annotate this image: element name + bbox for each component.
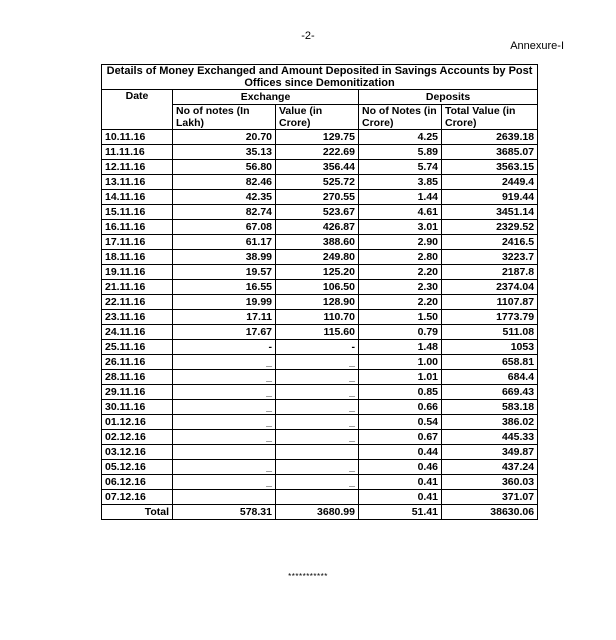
row-exchange-notes bbox=[173, 490, 276, 505]
table-title: Details of Money Exchanged and Amount Deposited in Savings Accounts by Post Offices since Demonitization bbox=[102, 65, 538, 90]
row-deposit-notes: 2.80 bbox=[359, 250, 442, 265]
footer-stars: *********** bbox=[288, 572, 328, 581]
total-deposit-notes: 51.41 bbox=[359, 505, 442, 520]
row-deposit-value: 2416.5 bbox=[442, 235, 538, 250]
row-exchange-value: 426.87 bbox=[276, 220, 359, 235]
table-row bbox=[102, 280, 538, 295]
table-row bbox=[102, 325, 538, 340]
row-deposit-value: 658.81 bbox=[442, 355, 538, 370]
page-number: -2- bbox=[301, 30, 315, 42]
row-deposit-notes: 4.61 bbox=[359, 205, 442, 220]
row-exchange-value: _ bbox=[276, 415, 359, 430]
total-deposit-value: 38630.06 bbox=[442, 505, 538, 520]
row-date: 12.11.16 bbox=[102, 160, 173, 175]
total-exchange-value: 3680.99 bbox=[276, 505, 359, 520]
total-label: Total bbox=[102, 505, 173, 520]
row-exchange-notes: 42.35 bbox=[173, 190, 276, 205]
row-exchange-value: 106.50 bbox=[276, 280, 359, 295]
row-date: 10.11.16 bbox=[102, 130, 173, 145]
row-exchange-notes bbox=[173, 445, 276, 460]
row-deposit-value: 3563.15 bbox=[442, 160, 538, 175]
row-exchange-value: 125.20 bbox=[276, 265, 359, 280]
row-deposit-value: 2187.8 bbox=[442, 265, 538, 280]
row-deposit-value: 360.03 bbox=[442, 475, 538, 490]
row-date: 24.11.16 bbox=[102, 325, 173, 340]
row-exchange-value: 356.44 bbox=[276, 160, 359, 175]
row-date: 18.11.16 bbox=[102, 250, 173, 265]
table-row bbox=[102, 220, 538, 235]
row-deposit-value: 3685.07 bbox=[442, 145, 538, 160]
row-deposit-notes: 2.30 bbox=[359, 280, 442, 295]
row-deposit-value: 445.33 bbox=[442, 430, 538, 445]
row-exchange-notes: 38.99 bbox=[173, 250, 276, 265]
row-deposit-value: 349.87 bbox=[442, 445, 538, 460]
row-exchange-notes: 19.99 bbox=[173, 295, 276, 310]
row-deposit-notes: 1.48 bbox=[359, 340, 442, 355]
row-exchange-notes: _ bbox=[173, 370, 276, 385]
row-exchange-value bbox=[276, 445, 359, 460]
row-exchange-value: 523.67 bbox=[276, 205, 359, 220]
table-row bbox=[102, 310, 538, 325]
row-deposit-value: 669.43 bbox=[442, 385, 538, 400]
table-row bbox=[102, 160, 538, 175]
table-row bbox=[102, 415, 538, 430]
table-row bbox=[102, 460, 538, 475]
row-deposit-notes: 0.85 bbox=[359, 385, 442, 400]
row-deposit-notes: 5.89 bbox=[359, 145, 442, 160]
row-date: 28.11.16 bbox=[102, 370, 173, 385]
table-row bbox=[102, 145, 538, 160]
row-exchange-notes: _ bbox=[173, 400, 276, 415]
row-deposit-notes: 0.67 bbox=[359, 430, 442, 445]
row-deposit-notes: 5.74 bbox=[359, 160, 442, 175]
row-date: 19.11.16 bbox=[102, 265, 173, 280]
row-deposit-notes: 1.50 bbox=[359, 310, 442, 325]
row-exchange-value: 110.70 bbox=[276, 310, 359, 325]
row-exchange-value: - bbox=[276, 340, 359, 355]
row-date: 05.12.16 bbox=[102, 460, 173, 475]
row-exchange-notes: 20.70 bbox=[173, 130, 276, 145]
row-date: 22.11.16 bbox=[102, 295, 173, 310]
row-deposit-notes: 0.79 bbox=[359, 325, 442, 340]
exchange-group-header: Exchange bbox=[173, 90, 359, 105]
row-date: 03.12.16 bbox=[102, 445, 173, 460]
row-deposit-notes: 2.90 bbox=[359, 235, 442, 250]
row-deposit-value: 2374.04 bbox=[442, 280, 538, 295]
table-row bbox=[102, 400, 538, 415]
row-exchange-notes: _ bbox=[173, 415, 276, 430]
row-deposit-value: 1053 bbox=[442, 340, 538, 355]
row-date: 29.11.16 bbox=[102, 385, 173, 400]
row-date: 21.11.16 bbox=[102, 280, 173, 295]
row-deposit-notes: 1.01 bbox=[359, 370, 442, 385]
row-exchange-notes: _ bbox=[173, 385, 276, 400]
row-date: 02.12.16 bbox=[102, 430, 173, 445]
row-exchange-notes: _ bbox=[173, 430, 276, 445]
row-deposit-notes: 4.25 bbox=[359, 130, 442, 145]
row-exchange-notes: 61.17 bbox=[173, 235, 276, 250]
row-deposit-notes: 0.41 bbox=[359, 490, 442, 505]
notes-lakh-column-header: No of notes (In Lakh) bbox=[173, 105, 276, 130]
row-date: 26.11.16 bbox=[102, 355, 173, 370]
row-deposit-value: 511.08 bbox=[442, 325, 538, 340]
row-date: 13.11.16 bbox=[102, 175, 173, 190]
row-date: 01.12.16 bbox=[102, 415, 173, 430]
table-row bbox=[102, 250, 538, 265]
table-row bbox=[102, 475, 538, 490]
row-exchange-notes: _ bbox=[173, 475, 276, 490]
row-exchange-notes: 19.57 bbox=[173, 265, 276, 280]
row-deposit-value: 3451.14 bbox=[442, 205, 538, 220]
table-row bbox=[102, 190, 538, 205]
table-row bbox=[102, 235, 538, 250]
table-row bbox=[102, 445, 538, 460]
table-row bbox=[102, 430, 538, 445]
row-date: 06.12.16 bbox=[102, 475, 173, 490]
row-deposit-notes: 0.54 bbox=[359, 415, 442, 430]
total-row bbox=[102, 505, 538, 520]
table-row bbox=[102, 130, 538, 145]
row-deposit-notes: 0.66 bbox=[359, 400, 442, 415]
row-exchange-notes: 82.74 bbox=[173, 205, 276, 220]
row-deposit-notes: 0.46 bbox=[359, 460, 442, 475]
deposits-group-header: Deposits bbox=[359, 90, 538, 105]
notes-crore-column-header: No of Notes (in Crore) bbox=[359, 105, 442, 130]
row-exchange-value: _ bbox=[276, 430, 359, 445]
row-exchange-value: _ bbox=[276, 460, 359, 475]
row-deposit-notes: 0.41 bbox=[359, 475, 442, 490]
row-exchange-value: 222.69 bbox=[276, 145, 359, 160]
total-value-column-header: Total Value (in Crore) bbox=[442, 105, 538, 130]
row-deposit-notes: 0.44 bbox=[359, 445, 442, 460]
row-exchange-notes: 17.11 bbox=[173, 310, 276, 325]
row-exchange-value: 128.90 bbox=[276, 295, 359, 310]
table-body bbox=[102, 130, 538, 505]
value-crore-column-header: Value (in Crore) bbox=[276, 105, 359, 130]
row-date: 15.11.16 bbox=[102, 205, 173, 220]
row-exchange-notes: 35.13 bbox=[173, 145, 276, 160]
table-row bbox=[102, 265, 538, 280]
row-exchange-notes: _ bbox=[173, 355, 276, 370]
table-row bbox=[102, 490, 538, 505]
row-exchange-value: 270.55 bbox=[276, 190, 359, 205]
row-deposit-notes: 1.44 bbox=[359, 190, 442, 205]
row-date: 23.11.16 bbox=[102, 310, 173, 325]
row-exchange-value: 115.60 bbox=[276, 325, 359, 340]
row-deposit-value: 684.4 bbox=[442, 370, 538, 385]
row-deposit-value: 919.44 bbox=[442, 190, 538, 205]
row-exchange-notes: 16.55 bbox=[173, 280, 276, 295]
row-date: 07.12.16 bbox=[102, 490, 173, 505]
row-date: 25.11.16 bbox=[102, 340, 173, 355]
row-exchange-notes: _ bbox=[173, 460, 276, 475]
row-deposit-value: 371.07 bbox=[442, 490, 538, 505]
row-deposit-notes: 3.01 bbox=[359, 220, 442, 235]
row-date: 16.11.16 bbox=[102, 220, 173, 235]
table-row bbox=[102, 385, 538, 400]
row-date: 30.11.16 bbox=[102, 400, 173, 415]
table-row bbox=[102, 340, 538, 355]
row-exchange-value: _ bbox=[276, 385, 359, 400]
row-exchange-value: _ bbox=[276, 355, 359, 370]
row-exchange-value: 388.60 bbox=[276, 235, 359, 250]
annexure-label: Annexure-I bbox=[510, 40, 564, 52]
row-deposit-notes: 3.85 bbox=[359, 175, 442, 190]
table-row bbox=[102, 175, 538, 190]
row-deposit-value: 2329.52 bbox=[442, 220, 538, 235]
table-row bbox=[102, 205, 538, 220]
row-exchange-notes: 82.46 bbox=[173, 175, 276, 190]
row-deposit-notes: 1.00 bbox=[359, 355, 442, 370]
row-deposit-value: 2639.18 bbox=[442, 130, 538, 145]
row-deposit-notes: 2.20 bbox=[359, 265, 442, 280]
row-exchange-value: _ bbox=[276, 400, 359, 415]
exchange-deposit-table bbox=[101, 64, 538, 520]
row-exchange-notes: 67.08 bbox=[173, 220, 276, 235]
row-deposit-value: 437.24 bbox=[442, 460, 538, 475]
table-row bbox=[102, 370, 538, 385]
row-deposit-value: 386.02 bbox=[442, 415, 538, 430]
total-exchange-notes: 578.31 bbox=[173, 505, 276, 520]
row-exchange-notes: - bbox=[173, 340, 276, 355]
table-row bbox=[102, 295, 538, 310]
date-column-header: Date bbox=[102, 90, 173, 130]
row-exchange-value: _ bbox=[276, 475, 359, 490]
row-deposit-value: 3223.7 bbox=[442, 250, 538, 265]
row-date: 14.11.16 bbox=[102, 190, 173, 205]
row-exchange-value: 129.75 bbox=[276, 130, 359, 145]
row-exchange-value: 525.72 bbox=[276, 175, 359, 190]
row-deposit-value: 2449.4 bbox=[442, 175, 538, 190]
row-exchange-value: 249.80 bbox=[276, 250, 359, 265]
row-exchange-value bbox=[276, 490, 359, 505]
row-exchange-notes: 17.67 bbox=[173, 325, 276, 340]
row-deposit-value: 1107.87 bbox=[442, 295, 538, 310]
row-deposit-value: 583.18 bbox=[442, 400, 538, 415]
table-row bbox=[102, 355, 538, 370]
row-deposit-value: 1773.79 bbox=[442, 310, 538, 325]
row-exchange-notes: 56.80 bbox=[173, 160, 276, 175]
row-deposit-notes: 2.20 bbox=[359, 295, 442, 310]
row-date: 17.11.16 bbox=[102, 235, 173, 250]
row-exchange-value: _ bbox=[276, 370, 359, 385]
row-date: 11.11.16 bbox=[102, 145, 173, 160]
